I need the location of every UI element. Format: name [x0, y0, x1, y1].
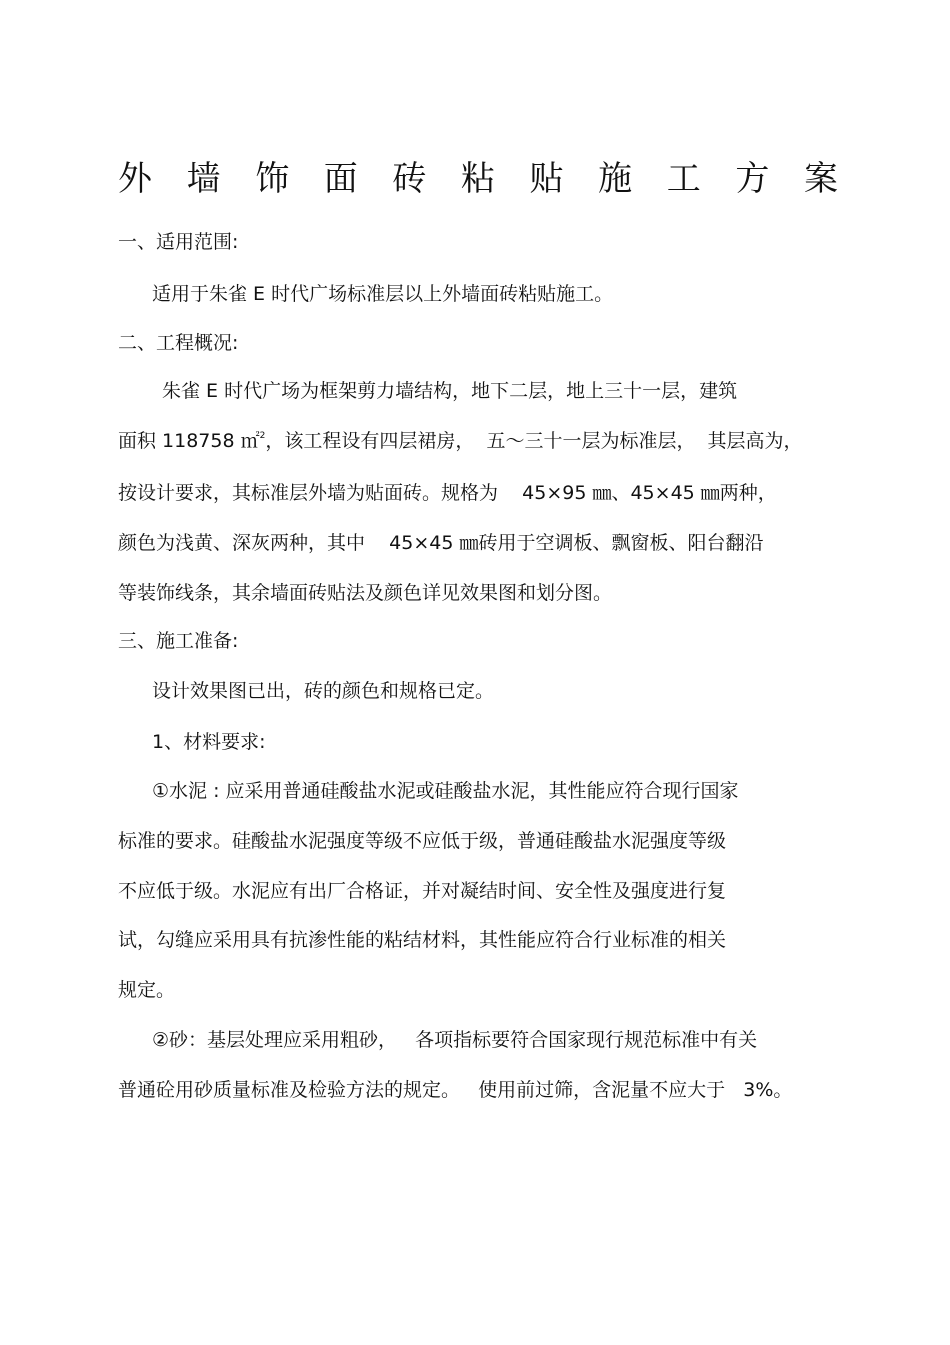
- cement-line-5: 规定。: [118, 979, 176, 1001]
- cement-line-4: 试，勾缝应采用具有抗渗性能的粘结材料，其性能应符合行业标准的相关: [118, 929, 727, 951]
- title-char: 方: [735, 158, 770, 199]
- section-3-heading: 三、施工准备:: [118, 630, 239, 652]
- section-1-text: 适用于朱雀 E 时代广场标准层以上外墙面砖粘贴施工。: [152, 283, 614, 305]
- title-char: 面: [323, 158, 358, 199]
- title-char: 案: [803, 158, 838, 199]
- section-2-heading: 二、工程概况:: [118, 332, 239, 354]
- subheading-materials: 1、材料要求:: [152, 731, 266, 753]
- sand-line-2: 普通砼用砂质量标准及检验方法的规定。 使用前过筛，含泥量不应大于 3%。: [118, 1079, 793, 1101]
- section-3-intro: 设计效果图已出，砖的颜色和规格已定。: [152, 680, 495, 702]
- title-char: 饰: [255, 158, 290, 199]
- title-char: 贴: [529, 158, 564, 199]
- superscript: 2: [259, 431, 266, 441]
- sand-line-1: ②砂：基层处理应采用粗砂， 各项指标要符合国家现行规范标准中有关: [152, 1029, 758, 1051]
- title-char: 粘: [460, 158, 495, 199]
- title-char: 墙: [186, 158, 221, 199]
- title-char: 外: [118, 158, 152, 199]
- section-1-heading: 一、适用范围:: [118, 231, 239, 253]
- section-2-line-5: 等装饰线条，其余墙面砖贴法及颜色详见效果图和划分图。: [118, 582, 613, 604]
- cement-line-1: ①水泥 : 应采用普通硅酸盐水泥或硅酸盐水泥，其性能应符合现行国家: [152, 780, 739, 802]
- cement-line-2: 标准的要求。硅酸盐水泥强度等级不应低于级，普通硅酸盐水泥强度等级: [118, 830, 727, 852]
- section-2-line-2: 面积 118758 ㎡$^2$，该工程设有四层裙房， 五～三十一层为标准层， 其层高为，: [118, 430, 803, 452]
- title-char: 砖: [392, 158, 427, 199]
- title-char: 工: [666, 158, 701, 199]
- section-2-line-1: 朱雀 E 时代广场为框架剪力墙结构，地下二层，地上三十一层，建筑: [162, 380, 738, 402]
- title-char: 施: [598, 158, 633, 199]
- section-2-line-3: 按设计要求，其标准层外墙为贴面砖。规格为 45×95 ㎜、45×45 ㎜两种，: [118, 482, 777, 504]
- document-title: [118, 150, 838, 200]
- section-2-line-4: 颜色为浅黄、深灰两种，其中 45×45 ㎜砖用于空调板、飘窗板、阳台翻沿: [118, 532, 764, 554]
- cement-line-3: 不应低于级。水泥应有出厂合格证，并对凝结时间、安全性及强度进行复: [118, 880, 727, 902]
